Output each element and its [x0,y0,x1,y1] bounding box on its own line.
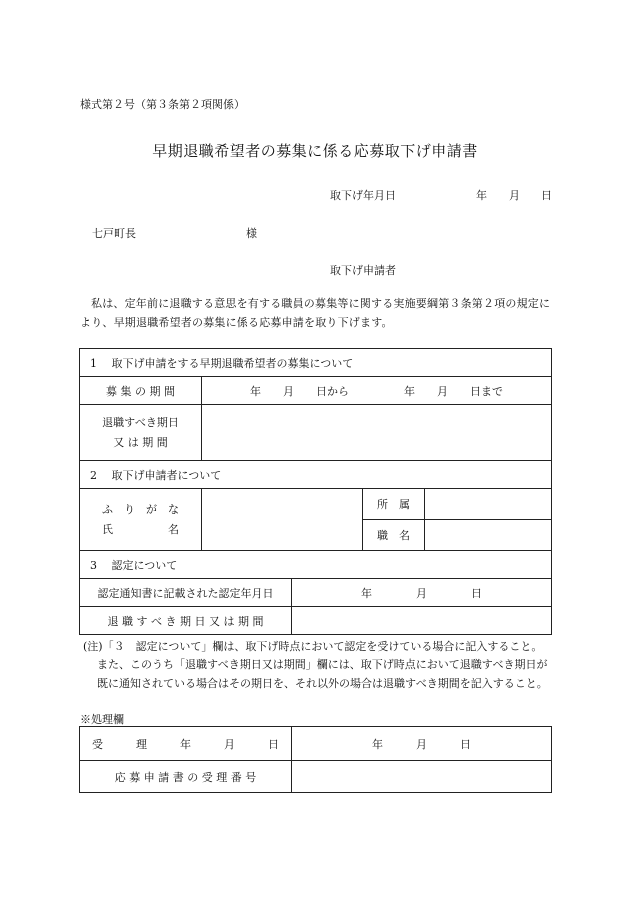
name-field[interactable] [202,489,363,551]
applicant-label: 取下げ申請者 [330,264,396,277]
section1-heading: 1 取下げ申請をする早期退職希望者の募集について [80,349,552,377]
period-label: 募 集 の 期 間 [80,377,202,405]
receipt-number-field[interactable] [292,761,552,793]
retire-period-label: 退 職 す べ き 期 日 又 は 期 間 [80,607,292,635]
affiliation-field[interactable] [425,489,552,520]
cert-date-value[interactable]: 年 月 日 [292,579,552,607]
position-field[interactable] [425,520,552,551]
furigana-label: ふ り が な [102,502,179,516]
month-label: 月 [509,189,520,202]
shimei-label: 氏 名 [102,522,179,536]
section3-heading: 3 認定について [80,551,552,579]
note-line-2: また、このうち「退職すべき期日又は期間」欄には、取下げ時点において退職すべき期日が [97,658,548,671]
processing-label: ※処理欄 [80,713,124,726]
document-title: 早期退職希望者の募集に係る応募取下げ申請書 [152,142,478,160]
retire-label-line2: 又 は 期 間 [113,435,168,449]
name-label [80,489,202,551]
retire-value-field[interactable] [202,405,552,461]
form-number: 様式第２号（第３条第２項関係） [80,98,245,111]
period-value[interactable]: 年 月 日から 年 月 日まで [202,377,552,405]
day-label: 日 [541,189,552,202]
position-label: 職 名 [363,520,425,551]
receipt-number-label: 応 募 申 請 書 の 受 理 番 号 [80,761,292,793]
year-label: 年 [476,189,487,202]
section2-heading: 2 取下げ申請者について [80,461,552,489]
cert-date-label: 認定通知書に記載された認定年月日 [80,579,292,607]
received-date-value[interactable]: 年 月 日 [292,727,552,761]
body-text: 私は、定年前に退職する意思を有する職員の募集等に関する実施要綱第３条第２項の規定により、早期退職希望者の募集に係る応募申請を取り下げます。 [80,297,551,329]
affiliation-label: 所 属 [363,489,425,520]
withdraw-date-label: 取下げ年月日 [330,189,396,202]
processing-table [79,726,552,793]
addressee: 七戸町長 [92,227,136,240]
note-line-1: (注)「３ 認定について」欄は、取下げ時点において認定を受けている場合に記入すること。 [83,640,543,653]
retire-label-line1: 退職すべき期日 [102,415,179,429]
received-date-label: 受 理 年 月 日 [80,727,292,761]
retire-period-field[interactable] [292,607,552,635]
honorific: 様 [246,227,257,240]
note-line-3: 既に通知されている場合はその期日を、それ以外の場合は退職すべき期間を記入すること。 [97,677,548,690]
application-table [79,348,552,635]
retire-label [80,405,202,461]
